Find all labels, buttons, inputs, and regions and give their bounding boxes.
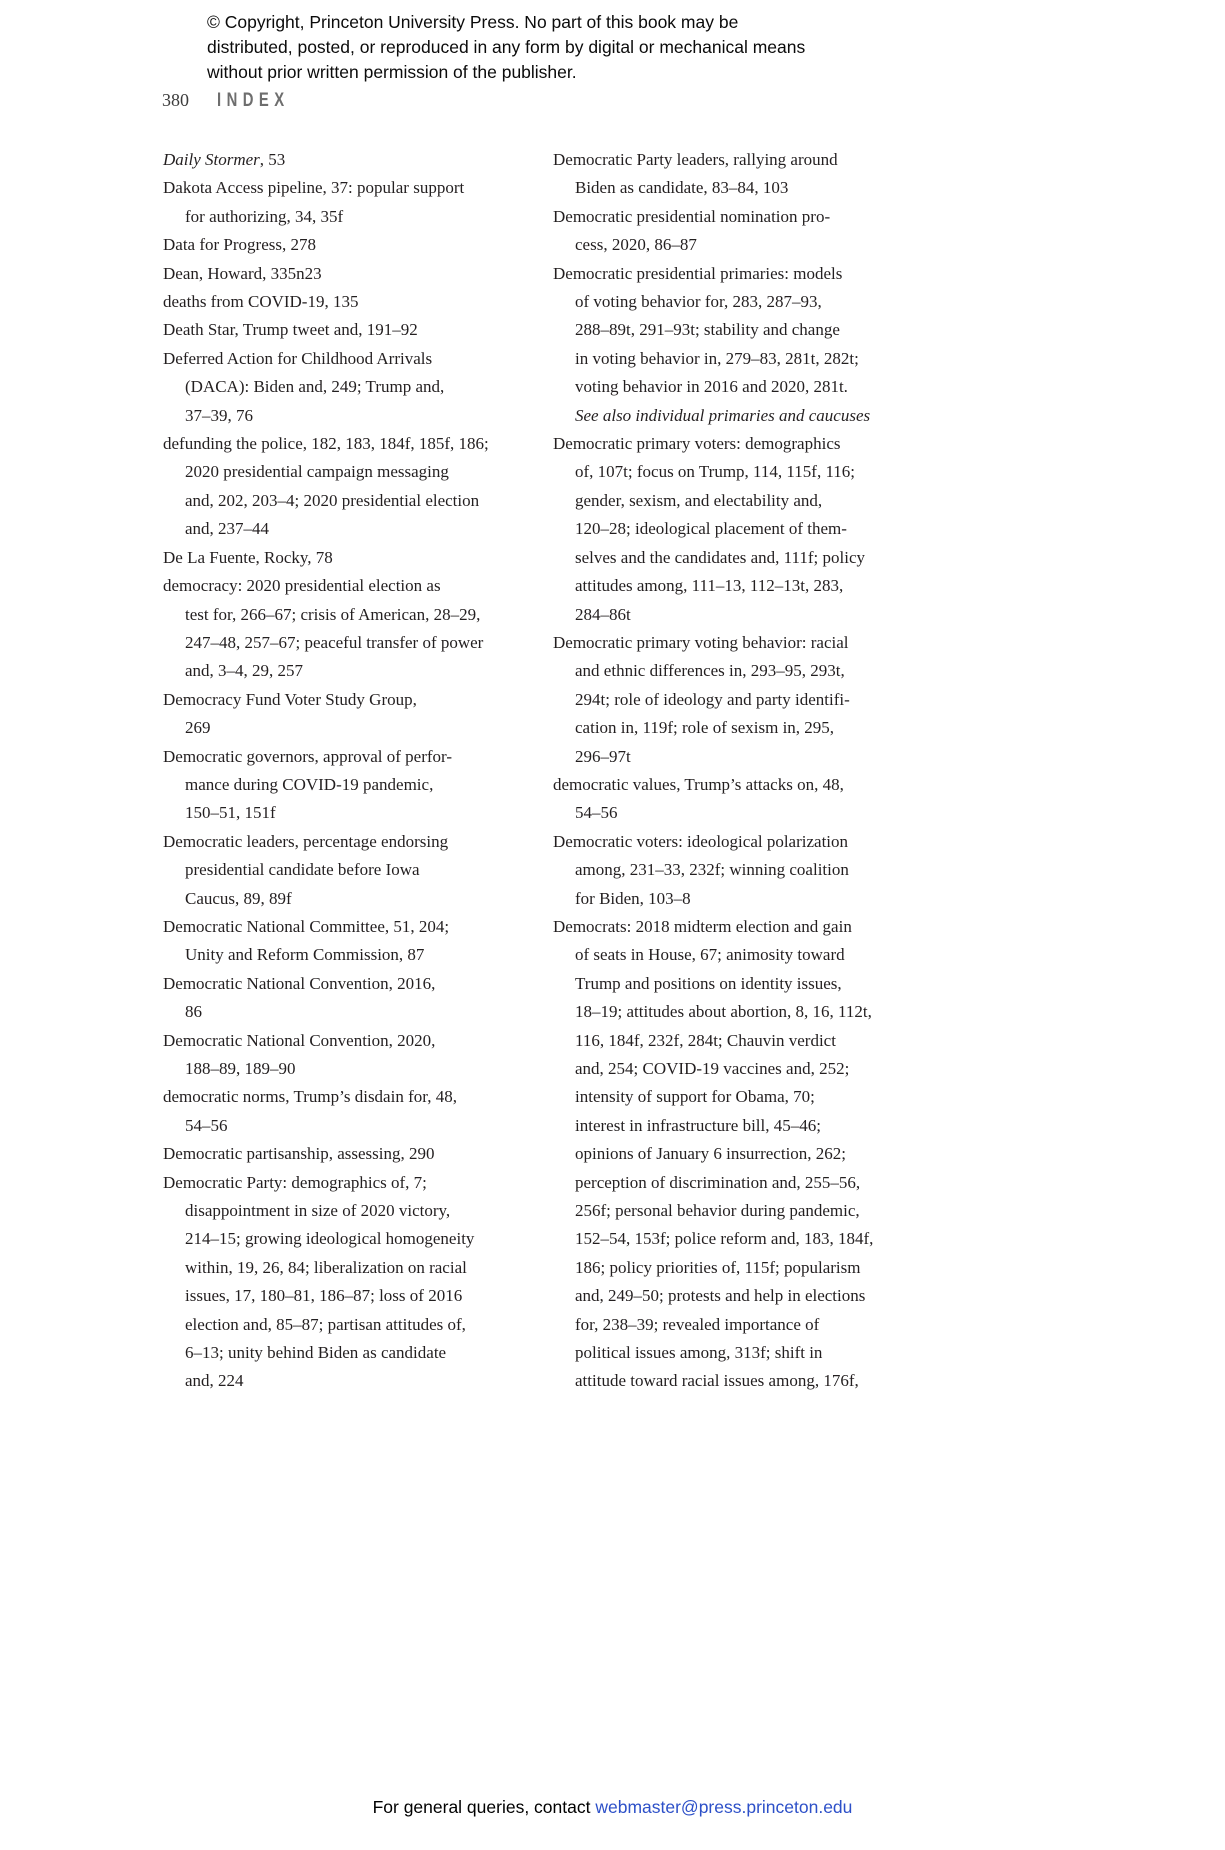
index-line: and, 202, 203–4; 2020 presidential election [185, 490, 480, 510]
index-line: and, 249–50; protests and help in elections [575, 1286, 866, 1306]
index-line: Democratic partisanship, assessing, 290 [163, 1144, 435, 1164]
index-line: 120–28; ideological placement of them- [575, 519, 847, 539]
index-entry [163, 544, 535, 572]
index-column-right [553, 146, 925, 1396]
index-line: disappointment in size of 2020 victory, [185, 1201, 451, 1221]
page-number: 380 [162, 90, 189, 110]
index-entry [163, 1140, 535, 1168]
index-line: 288–89t, 291–93t; stability and change [575, 320, 840, 340]
index-line: attitudes among, 111–13, 112–13t, 283, [575, 576, 844, 596]
index-line: perception of discrimination and, 255–56, [575, 1172, 861, 1192]
index-line: Democratic presidential nomination pro- [553, 206, 831, 226]
index-line: Unity and Reform Commission, 87 [185, 945, 425, 965]
index-entry [163, 430, 535, 544]
index-line: attitude toward racial issues among, 176f, [575, 1371, 859, 1391]
index-entry [553, 203, 925, 260]
index-line: mance during COVID-19 pandemic, [185, 774, 434, 794]
index-entry [553, 430, 925, 629]
index-line: Democratic National Committee, 51, 204; [163, 916, 450, 936]
index-line: for Biden, 103–8 [575, 888, 691, 908]
index-line: in voting behavior in, 279–83, 281t, 282t; [575, 348, 859, 368]
index-line: and, 254; COVID-19 vaccines and, 252; [575, 1059, 850, 1078]
index-line: 2020 presidential campaign messaging [185, 462, 449, 482]
index-line: 152–54, 153f; police reform and, 183, 184f, [575, 1229, 874, 1249]
index-line: Democratic presidential primaries: models [553, 263, 843, 283]
index-line: Democratic primary voting behavior: racial [553, 632, 849, 652]
index-line: Biden as candidate, 83–84, 103 [575, 178, 789, 198]
index-entry [163, 743, 535, 828]
index-entry [163, 174, 535, 231]
index-entry [553, 913, 925, 1396]
index-entry [163, 1027, 535, 1084]
index-line: opinions of January 6 insurrection, 262; [575, 1144, 847, 1164]
index-entry [163, 828, 535, 913]
index-line: 247–48, 257–67; peaceful transfer of power [185, 632, 484, 652]
index-line: democracy: 2020 presidential election as [163, 576, 441, 596]
index-line: presidential candidate before Iowa [185, 860, 420, 880]
index-line: gender, sexism, and electability and, [575, 490, 823, 510]
index-line: and, 237–44 [185, 519, 270, 539]
index-line: of seats in House, 67; animosity toward [575, 945, 845, 965]
index-line: Democrats: 2018 midterm election and gain [553, 916, 852, 936]
index-line: issues, 17, 180–81, 186–87; loss of 2016 [185, 1286, 463, 1306]
index-line: cess, 2020, 86–87 [575, 235, 697, 255]
index-entry [163, 686, 535, 743]
index-line: selves and the candidates and, 111f; policy [575, 547, 866, 567]
index-line: Death Star, Trump tweet and, 191–92 [163, 320, 418, 340]
index-entry [163, 288, 535, 316]
index-line: Dean, Howard, 335n23 [163, 263, 322, 283]
index-line: and ethnic differences in, 293–95, 293t, [575, 661, 845, 681]
index-line: Deferred Action for Childhood Arrivals [163, 348, 433, 368]
index-line: for, 238–39; revealed importance of [575, 1314, 820, 1334]
index-line: 18–19; attitudes about abortion, 8, 16, 112t, [575, 1002, 872, 1022]
index-entry [553, 146, 925, 203]
index-entry [163, 316, 535, 344]
page-footer [0, 1797, 1225, 1818]
index-entry [163, 913, 535, 970]
index-line: voting behavior in 2016 and 2020, 281t. [575, 377, 848, 397]
index-line: Trump and positions on identity issues, [575, 973, 842, 993]
index-entry [163, 1083, 535, 1140]
index-line: test for, 266–67; crisis of American, 28–29, [185, 604, 481, 624]
index-line: Democratic National Convention, 2016, [163, 973, 436, 993]
index-line: Democratic Party: demographics of, 7; [163, 1172, 427, 1192]
index-entry [163, 260, 535, 288]
index-line: Democratic primary voters: demographics [553, 434, 841, 454]
index-line: Data for Progress, 278 [163, 235, 316, 255]
index-entry [553, 629, 925, 771]
index-line: 116, 184f, 232f, 284t; Chauvin verdict [575, 1030, 836, 1050]
index-line: 54–56 [185, 1115, 228, 1135]
index-line: interest in infrastructure bill, 45–46; [575, 1115, 821, 1135]
index-line: 188–89, 189–90 [185, 1059, 296, 1078]
index-body [163, 146, 925, 1396]
index-entry [553, 260, 925, 430]
index-line: 37–39, 76 [185, 405, 253, 425]
index-line: De La Fuente, Rocky, 78 [163, 547, 333, 567]
index-line: 186; policy priorities of, 115f; popularism [575, 1257, 861, 1277]
index-line: for authorizing, 34, 35f [185, 206, 344, 226]
index-line: Caucus, 89, 89f [185, 888, 292, 908]
index-line: and, 224 [185, 1371, 244, 1391]
index-line: Democratic voters: ideological polarization [553, 831, 849, 851]
index-entry [163, 146, 535, 174]
index-line: of, 107t; focus on Trump, 114, 115f, 116; [575, 462, 856, 482]
index-line: 150–51, 151f [185, 803, 276, 823]
index-line: defunding the police, 182, 183, 184f, 185f, 186; [163, 434, 489, 454]
index-entry [163, 1169, 535, 1396]
index-entry [163, 970, 535, 1027]
index-line: 294t; role of ideology and party identifi- [575, 689, 850, 709]
index-line: democratic values, Trump’s attacks on, 48, [553, 774, 844, 794]
index-line: 54–56 [575, 803, 618, 823]
index-line: Democratic National Convention, 2020, [163, 1030, 436, 1050]
index-line: of voting behavior for, 283, 287–93, [575, 292, 822, 312]
index-entry [163, 572, 535, 686]
index-line: within, 19, 26, 84; liberalization on racial [185, 1257, 467, 1277]
section-title: INDEX [217, 90, 290, 111]
index-line: 296–97t [575, 746, 631, 766]
index-line: 256f; personal behavior during pandemic, [575, 1201, 860, 1221]
index-line: 6–13; unity behind Biden as candidate [185, 1343, 447, 1363]
index-line: Democratic leaders, percentage endorsing [163, 831, 449, 851]
index-line: 284–86t [575, 604, 631, 624]
index-entry [163, 231, 535, 259]
copyright-notice: © Copyright, Princeton University Press. No part of this book may be distributed, posted, or reproduced in any form by digital or mechanical means without prior written permission of the publisher. [207, 12, 806, 82]
index-line: Dakota Access pipeline, 37: popular support [163, 178, 465, 198]
index-line: Daily Stormer, 53 [163, 150, 286, 169]
index-line: political issues among, 313f; shift in [575, 1343, 823, 1363]
index-line: 86 [185, 1002, 202, 1022]
index-line: among, 231–33, 232f; winning coalition [575, 860, 849, 880]
index-line: cation in, 119f; role of sexism in, 295, [575, 718, 835, 738]
index-entry [553, 828, 925, 913]
index-line: See also individual primaries and caucuses [575, 405, 871, 425]
index-line: Democracy Fund Voter Study Group, [163, 689, 417, 709]
index-line: and, 3–4, 29, 257 [185, 661, 304, 681]
page-header [162, 90, 310, 112]
index-line: Democratic Party leaders, rallying around [553, 150, 838, 169]
index-line: intensity of support for Obama, 70; [575, 1087, 815, 1107]
index-line: 214–15; growing ideological homogeneity [185, 1229, 475, 1249]
index-line: (DACA): Biden and, 249; Trump and, [185, 377, 445, 397]
index-line: Democratic governors, approval of perfor- [163, 746, 453, 766]
index-entry [163, 345, 535, 430]
webmaster-email-link[interactable]: webmaster@press.princeton.edu [595, 1797, 853, 1817]
index-entry [553, 771, 925, 828]
index-line: election and, 85–87; partisan attitudes of, [185, 1314, 466, 1334]
index-line: 269 [185, 718, 211, 738]
index-line: deaths from COVID-19, 135 [163, 292, 359, 312]
index-line: democratic norms, Trump’s disdain for, 48, [163, 1087, 457, 1107]
footer-text: For general queries, contact [372, 1797, 596, 1817]
index-column-left [163, 146, 535, 1396]
